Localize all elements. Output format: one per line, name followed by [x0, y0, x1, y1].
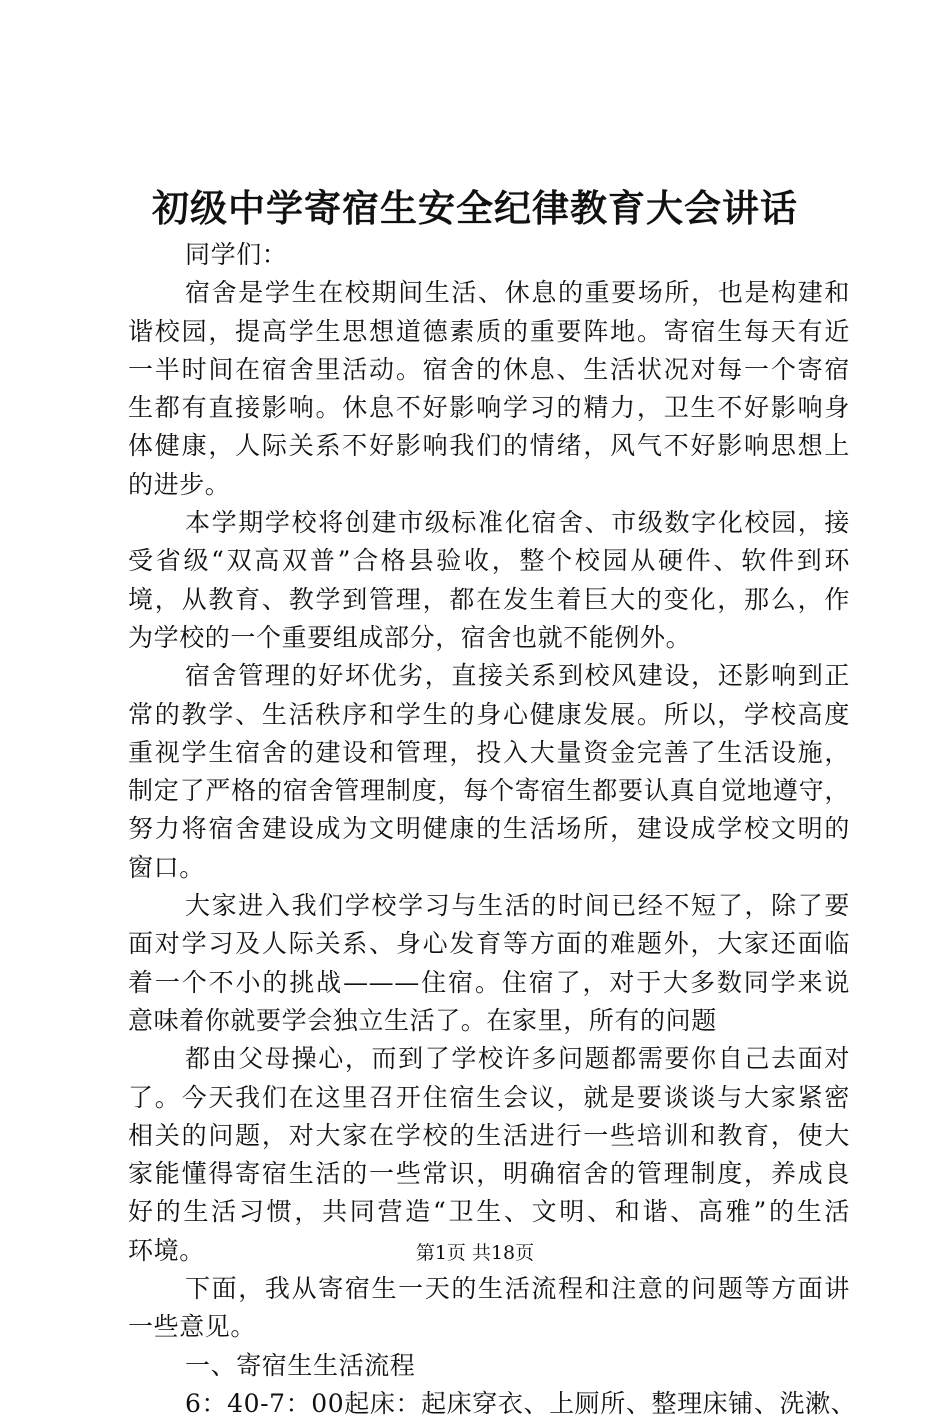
text-line: 制定了严格的宿舍管理制度，每个寄宿生都要认真自觉地遵守，	[128, 776, 850, 806]
text-line: 本学期学校将创建市级标准化宿舍、市级数字化校园，接	[185, 508, 850, 538]
text-line: 重视学生宿舍的建设和管理，投入大量资金完善了生活设施，	[128, 737, 850, 767]
text-line: 着一个不小的挑战———住宿。住宿了，对于大多数同学来说	[128, 967, 850, 997]
text-line: 下面，我从寄宿生一天的生活流程和注意的问题等方面讲	[185, 1274, 850, 1304]
text-line: 为学校的一个重要组成部分，宿舍也就不能例外。	[128, 622, 692, 652]
text-line: 大家进入我们学校学习与生活的时间已经不短了，除了要	[185, 891, 850, 921]
text-line: 的进步。	[128, 469, 231, 499]
text-line: 一、寄宿生生活流程	[185, 1350, 416, 1380]
text-line: 家能懂得寄宿生活的一些常识，明确宿舍的管理制度，养成良	[128, 1159, 850, 1189]
text-line: 努力将宿舍建设成为文明健康的生活场所，建设成学校文明的	[128, 814, 850, 844]
page-number-footer: 第1页 共18页	[415, 1242, 535, 1264]
text-line: 窗口。	[128, 852, 205, 882]
text-line: 面对学习及人际关系、身心发育等方面的难题外，大家还面临	[128, 929, 850, 959]
text-line: 宿舍是学生在校期间生活、休息的重要场所，也是构建和	[185, 278, 850, 308]
text-line: 意味着你就要学会独立生活了。在家里，所有的问题	[128, 1005, 717, 1035]
document-title: 初级中学寄宿生安全纪律教育大会讲话	[152, 186, 798, 230]
text-line: 相关的问题，对大家在学校的生活进行一些培训和教育，使大	[128, 1120, 850, 1150]
text-line: 一半时间在宿舍里活动。宿舍的休息、生活状况对每一个寄宿	[128, 354, 850, 384]
text-line: 环境。	[128, 1235, 205, 1265]
text-line: 常的教学、生活秩序和学生的身心健康发展。所以，学校高度	[128, 699, 850, 729]
text-line: 一些意见。	[128, 1312, 257, 1342]
text-line: 境，从教育、教学到管理，都在发生着巨大的变化，那么，作	[128, 584, 850, 614]
text-line: 体健康，人际关系不好影响我们的情绪，风气不好影响思想上	[128, 431, 850, 461]
text-line: 6：40-7：00起床：起床穿衣、上厕所、整理床铺、洗漱、	[185, 1388, 857, 1418]
text-line: 都由父母操心，而到了学校许多问题都需要你自己去面对	[185, 1044, 850, 1074]
text-line: 好的生活习惯，共同营造“卫生、文明、和谐、高雅”的生活	[128, 1197, 850, 1227]
text-line: 受省级“双高双普”合格县验收，整个校园从硬件、软件到环	[128, 546, 850, 576]
text-line: 宿舍管理的好坏优劣，直接关系到校风建设，还影响到正	[185, 661, 850, 691]
text-line: 谐校园，提高学生思想道德素质的重要阵地。寄宿生每天有近	[128, 316, 850, 346]
text-line: 生都有直接影响。休息不好影响学习的精力，卫生不好影响身	[128, 393, 850, 423]
text-line: 同学们：	[185, 240, 288, 269]
text-line: 了。今天我们在这里召开住宿生会议，就是要谈谈与大家紧密	[128, 1082, 850, 1112]
